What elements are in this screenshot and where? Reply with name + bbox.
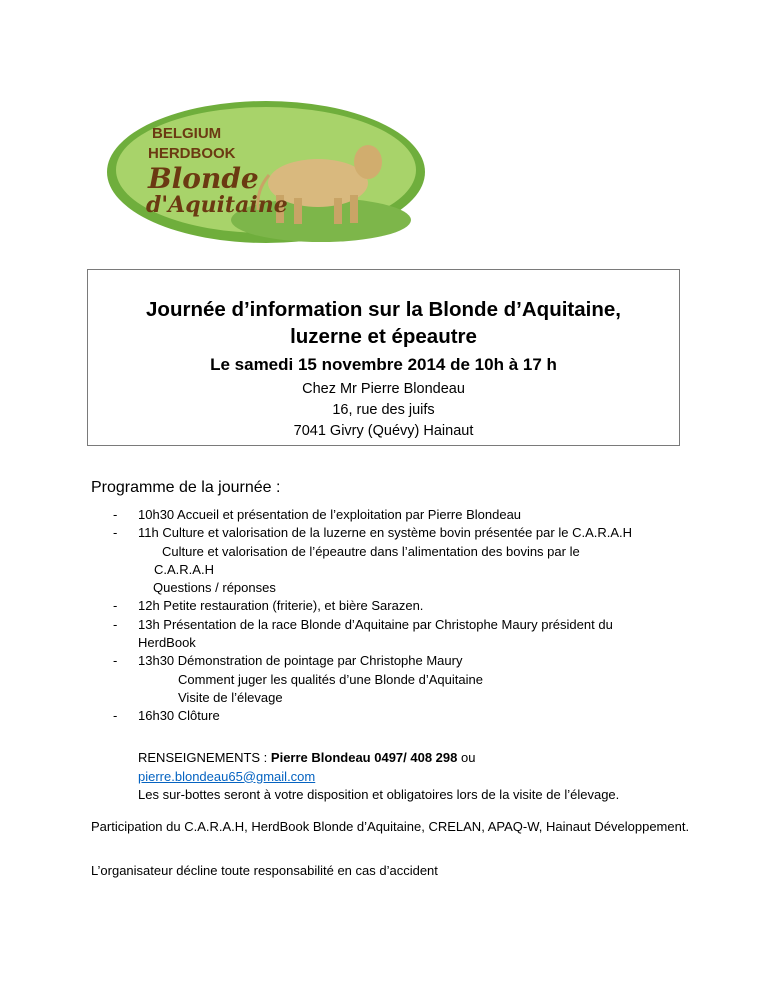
item-text: 16h30 Clôture bbox=[138, 708, 220, 724]
programme-item bbox=[110, 597, 710, 615]
herdbook-logo bbox=[106, 100, 426, 245]
item-sub-text: Comment juger les qualités d’une Blonde d’Aquitaine bbox=[178, 671, 483, 687]
item-sub-text: Questions / réponses bbox=[153, 580, 276, 596]
list-dash: - bbox=[113, 616, 118, 632]
programme-item bbox=[110, 652, 710, 707]
programme-item bbox=[110, 524, 710, 597]
event-info-box bbox=[87, 269, 680, 446]
contact-note: Les sur-bottes seront à votre disposition et obligatoires lors de la visite de l’élevage. bbox=[138, 787, 620, 802]
partners-text: Participation du C.A.R.A.H, HerdBook Blonde d’Aquitaine, CRELAN, APAQ-W, Hainaut Développement. bbox=[91, 819, 690, 834]
event-title-line1: Journée d’information sur la Blonde d’Aquitaine, bbox=[146, 298, 621, 321]
list-dash: - bbox=[113, 653, 118, 669]
list-dash: - bbox=[113, 708, 118, 724]
item-sub-text: Culture et valorisation de l’épeautre dans l’alimentation des bovins par le bbox=[162, 543, 580, 559]
item-text: 13h Présentation de la race Blonde d’Aquitaine par Christophe Maury président du bbox=[138, 616, 613, 632]
item-text: 12h Petite restauration (friterie), et bière Sarazen. bbox=[138, 598, 424, 614]
item-text-cont: HerdBook bbox=[138, 635, 196, 651]
event-title-line2: luzerne et épeautre bbox=[290, 325, 477, 348]
disclaimer-text: L’organisateur décline toute responsabilité en cas d’accident bbox=[91, 863, 438, 878]
contact-label: RENSEIGNEMENTS : bbox=[138, 750, 271, 765]
logo-line1: BELGIUM bbox=[152, 125, 222, 142]
programme-heading: Programme de la journée : bbox=[91, 479, 281, 496]
contact-block bbox=[138, 749, 619, 805]
logo-graphic bbox=[106, 100, 426, 245]
list-dash: - bbox=[113, 507, 118, 522]
list-dash: - bbox=[113, 525, 118, 541]
item-text: 11h Culture et valorisation de la luzerne en système bovin présentée par le C.A.R.A.H bbox=[138, 525, 633, 541]
programme-list bbox=[110, 506, 710, 726]
programme-item bbox=[110, 707, 710, 725]
item-sub-text: Visite de l’élevage bbox=[178, 689, 283, 705]
programme-item bbox=[110, 616, 710, 653]
contact-name-phone: Pierre Blondeau 0497/ 408 298 bbox=[270, 750, 458, 765]
item-sub-text: C.A.R.A.H bbox=[154, 561, 214, 577]
event-city: 7041 Givry (Quévy) Hainaut bbox=[293, 423, 474, 439]
programme-item bbox=[110, 506, 710, 524]
logo-line2: HERDBOOK bbox=[148, 145, 236, 162]
item-text: 10h30 Accueil et présentation de l’exploitation par Pierre Blondeau bbox=[138, 507, 522, 522]
logo-line4: d'Aquitaine bbox=[146, 192, 288, 218]
event-host: Chez Mr Pierre Blondeau bbox=[302, 381, 465, 397]
logo-line3: Blonde bbox=[148, 162, 259, 195]
list-dash: - bbox=[113, 598, 118, 614]
contact-email-link[interactable]: pierre.blondeau65@gmail.com bbox=[138, 768, 316, 784]
item-text: 13h30 Démonstration de pointage par Christophe Maury bbox=[138, 653, 463, 669]
event-date: Le samedi 15 novembre 2014 de 10h à 17 h bbox=[210, 355, 557, 374]
event-street: 16, rue des juifs bbox=[332, 402, 435, 418]
contact-or: ou bbox=[457, 750, 476, 765]
event-title bbox=[88, 296, 679, 350]
